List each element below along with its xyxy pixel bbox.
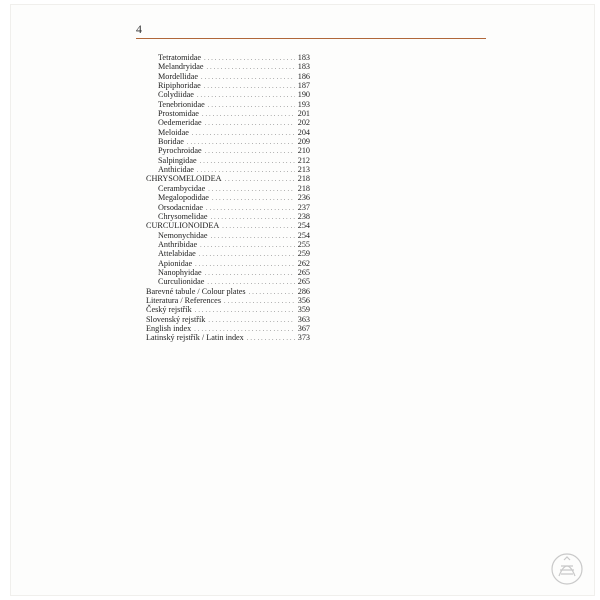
toc-entry-page: 254 <box>297 221 310 231</box>
toc-entry-label: Slovenský rejstřík <box>146 314 206 324</box>
toc-entry-label: Apionidae <box>158 258 193 268</box>
toc-entry-page: 254 <box>297 230 310 240</box>
toc-entry-page: 213 <box>297 165 310 175</box>
toc-entry-label: Melandryidae <box>158 62 204 72</box>
toc-leader-dots <box>211 233 295 242</box>
toc-leader-dots <box>222 223 295 232</box>
toc-entry-label: Český rejstřík <box>146 305 192 315</box>
toc-entry-page: 265 <box>297 267 310 277</box>
toc-entry-label: Oedemeridae <box>158 118 202 128</box>
toc-entry <box>146 305 310 314</box>
toc-entry <box>146 100 310 109</box>
toc-leader-dots <box>224 298 295 307</box>
toc-entry-label: Tetratomidae <box>158 53 202 62</box>
toc-entry-page: 218 <box>297 174 310 184</box>
toc-entry-page: 236 <box>297 193 310 203</box>
toc-leader-dots <box>204 55 295 64</box>
toc-leader-dots <box>249 289 295 298</box>
toc-leader-dots <box>205 120 295 129</box>
toc-entry <box>146 231 310 240</box>
toc-entry-page: 238 <box>297 211 310 221</box>
header-rule <box>136 38 486 39</box>
toc-entry <box>146 240 310 249</box>
toc-entry-page: 183 <box>297 53 310 62</box>
toc-entry <box>146 72 310 81</box>
toc-entry <box>146 118 310 127</box>
toc-entry-label: Barevné tabule / Colour plates <box>146 286 246 296</box>
toc-entry <box>146 146 310 155</box>
toc-entry <box>146 53 310 62</box>
toc-entry-page: 187 <box>297 81 310 91</box>
toc-entry-label: Chrysomelidae <box>158 211 208 221</box>
toc-entry-label: Salpingidae <box>158 155 197 165</box>
toc-entry <box>146 315 310 324</box>
toc-entry-label: Boridae <box>158 137 184 147</box>
toc-leader-dots <box>197 92 295 101</box>
toc-entry-label: Pyrochroidae <box>158 146 202 156</box>
toc-leader-dots <box>204 83 295 92</box>
page-number: 4 <box>136 22 142 36</box>
toc-leader-dots <box>206 64 295 73</box>
toc-leader-dots <box>187 139 295 148</box>
toc-entry-label: Curculionidae <box>158 277 205 287</box>
toc-entry-label: Anthribidae <box>158 239 198 249</box>
toc-leader-dots <box>199 251 295 260</box>
toc-leader-dots <box>212 195 295 204</box>
toc-entry-label: Cerambycidae <box>158 183 206 193</box>
toc-entry-label: Nemonychidae <box>158 230 208 240</box>
toc-entry-label: Literatura / References <box>146 295 222 305</box>
toc-entry-label: Ripiphoridae <box>158 81 201 91</box>
toc-entry-page: 255 <box>297 239 310 249</box>
toc-leader-dots <box>225 176 295 185</box>
toc-entry-label: Orsodacnidae <box>158 202 204 212</box>
toc-entry-page: 204 <box>297 127 310 137</box>
toc-entry-page: 209 <box>297 137 310 147</box>
toc-entry <box>146 90 310 99</box>
toc-entry-label: Attelabidae <box>158 249 196 259</box>
toc-entry-page: 186 <box>297 71 310 81</box>
toc-leader-dots <box>208 317 295 326</box>
toc-entry-page: 367 <box>297 323 310 333</box>
toc-entry-label: English index <box>146 323 192 333</box>
toc-entry <box>146 296 310 305</box>
toc-entry <box>146 333 310 342</box>
toc-leader-dots <box>205 148 295 157</box>
toc-leader-dots <box>211 214 295 223</box>
toc-entry <box>146 165 310 174</box>
toc-entry <box>146 287 310 296</box>
toc-entry-label: Colydiidae <box>158 90 194 100</box>
toc-entry-label: Meloidae <box>158 127 189 137</box>
toc-entry-page: 183 <box>297 62 310 72</box>
toc-leader-dots <box>205 270 295 279</box>
toc-entry <box>146 184 310 193</box>
toc-leader-dots <box>192 130 295 139</box>
toc-entry-page: 286 <box>297 286 310 296</box>
toc-leader-dots <box>247 335 295 344</box>
toc-entry-page: 356 <box>297 295 310 305</box>
toc-entry-page: 202 <box>297 118 310 128</box>
toc-entry <box>146 128 310 137</box>
toc-entry-page: 201 <box>297 109 310 119</box>
toc-entry <box>146 249 310 258</box>
toc-entry-page: 359 <box>297 305 310 315</box>
toc-entry <box>146 137 310 146</box>
toc-entry <box>146 259 310 268</box>
toc-entry-page: 259 <box>297 249 310 259</box>
toc-entry-page: 265 <box>297 277 310 287</box>
toc-entry <box>146 277 310 286</box>
toc-entry <box>146 221 310 230</box>
toc-leader-dots <box>200 242 295 251</box>
toc-entry <box>146 193 310 202</box>
toc-entry-page: 212 <box>297 155 310 165</box>
publisher-emblem-icon <box>550 552 584 586</box>
toc-entry-page: 373 <box>297 333 310 343</box>
toc-leader-dots <box>208 102 295 111</box>
toc-leader-dots <box>208 186 295 195</box>
toc-entry <box>146 109 310 118</box>
toc-entry-label: Nanophyidae <box>158 267 202 277</box>
toc-entry-label: Mordellidae <box>158 71 199 81</box>
table-of-contents <box>146 53 310 343</box>
toc-entry-page: 190 <box>297 90 310 100</box>
toc-leader-dots <box>206 205 295 214</box>
toc-entry <box>146 174 310 183</box>
toc-entry-page: 218 <box>297 183 310 193</box>
toc-entry-label: CHRYSOMELOIDEA <box>146 174 222 184</box>
toc-entry <box>146 62 310 71</box>
toc-leader-dots <box>195 307 295 316</box>
toc-entry-page: 363 <box>297 314 310 324</box>
toc-entry-page: 210 <box>297 146 310 156</box>
toc-entry-label: CURCULIONOIDEA <box>146 221 220 231</box>
toc-leader-dots <box>195 261 295 270</box>
toc-entry <box>146 324 310 333</box>
toc-entry-label: Tenebrionidae <box>158 99 205 109</box>
toc-entry <box>146 81 310 90</box>
toc-entry-label: Latinský rejstřík / Latin index <box>146 333 244 343</box>
toc-entry-page: 237 <box>297 202 310 212</box>
document-page <box>10 4 595 596</box>
toc-entry-label: Anthicidae <box>158 165 194 175</box>
toc-entry <box>146 268 310 277</box>
toc-entry-label: Megalopodidae <box>158 193 209 203</box>
toc-entry-label: Prostomidae <box>158 109 199 119</box>
toc-leader-dots <box>202 111 295 120</box>
toc-entry-page: 262 <box>297 258 310 268</box>
toc-entry-page: 193 <box>297 99 310 109</box>
toc-leader-dots <box>200 158 295 167</box>
toc-entry <box>146 156 310 165</box>
toc-leader-dots <box>201 74 295 83</box>
toc-entry <box>146 212 310 221</box>
toc-entry <box>146 203 310 212</box>
